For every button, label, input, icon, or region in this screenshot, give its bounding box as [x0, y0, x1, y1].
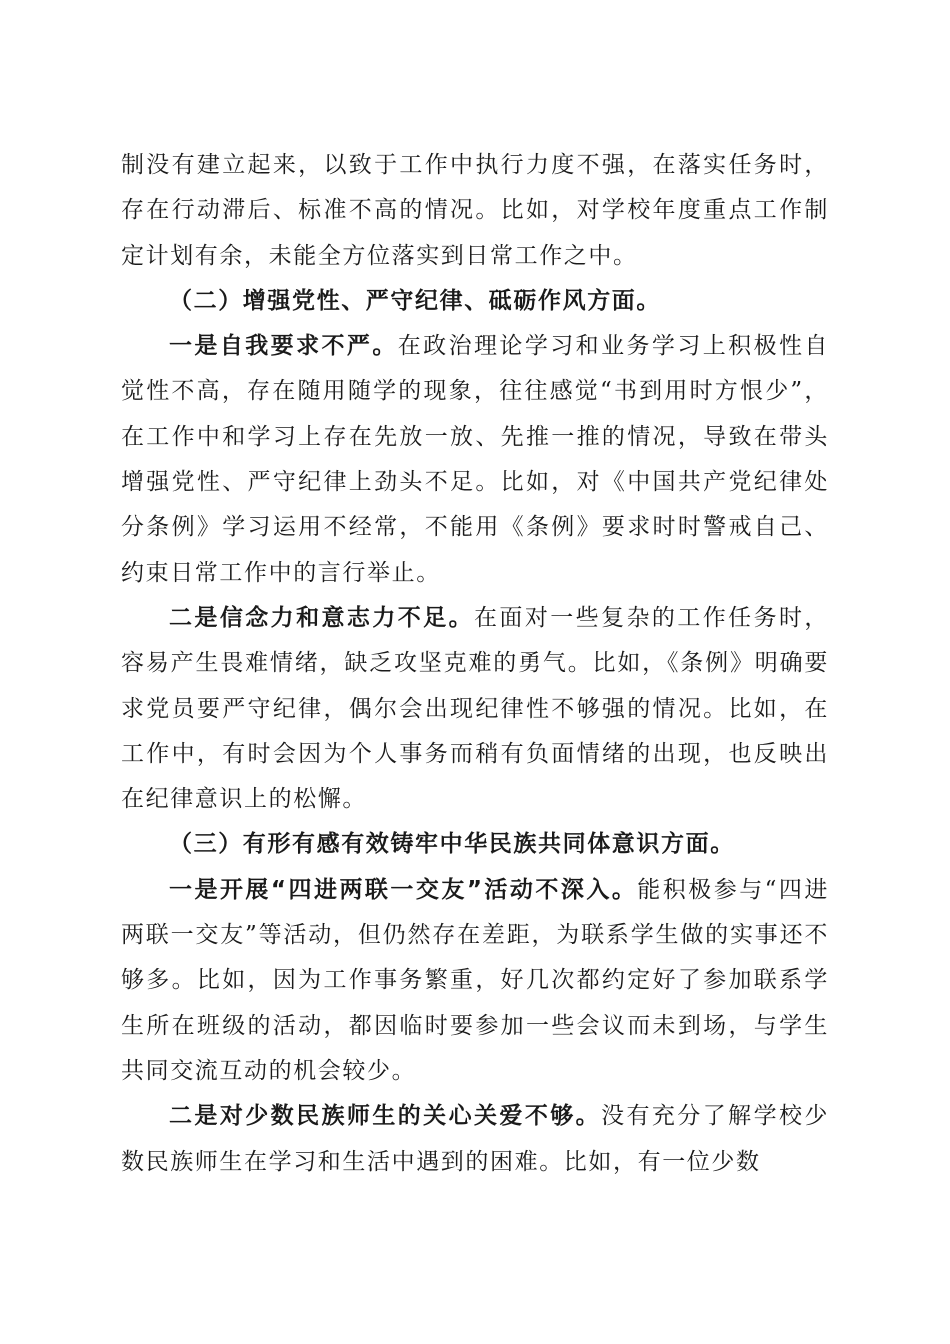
paragraph-care	[121, 1094, 829, 1185]
paragraph-text: 在面对一些复杂的工作任务时，容易产生畏难情绪，缺乏攻坚克难的勇气。比如，《条例》明确要求党员要严守纪律，偶尔会出现纪律性不够强的情况。比如，在工作中，有时会因为个人事务而稍有负面情绪的出现，也反映出在纪律意识上的松懈。	[121, 604, 830, 813]
paragraph-text: 在政治理论学习和业务学习上积极性自觉性不高，存在随用随学的现象，往往感觉“书到用时方恨少”，在工作中和学习上存在先放一放、先推一推的情况，导致在带头增强党性、严守纪律上劲头不足。比如，对《中国共产党纪律处分条例》学习运用不经常，不能用《条例》要求时时警戒自己、约束日常工作中的言行举止。	[121, 333, 829, 586]
document-body	[121, 143, 829, 1185]
heading-text: （二）增强党性、严守纪律、砥砺作风方面。	[169, 287, 661, 314]
paragraph-lead: 二是对少数民族师生的关心关爱不够。	[169, 1103, 602, 1130]
paragraph-self-discipline	[121, 324, 829, 596]
paragraph-activities	[121, 868, 829, 1094]
paragraph-text: 能积极参与“四进两联一交友”等活动，但仍然存在差距，为联系学生做的实事还不够多。比如，因为工作事务繁重，好几次都约定好了参加联系学生所在班级的活动，都因临时要参加一些会议而未到场，与学生共同交流互动的机会较少。	[121, 876, 829, 1084]
section-heading-2	[121, 279, 829, 324]
paragraph-lead: 一是开展“四进两联一交友”活动不深入。	[169, 876, 638, 903]
paragraph-willpower	[121, 596, 829, 822]
paragraph-continuation	[121, 143, 829, 279]
paragraph-text: 没有充分了解学校少数民族师生在学习和生活中遇到的困难。比如，有一位少数	[121, 1103, 830, 1175]
paragraph-text: 制没有建立起来，以致于工作中执行力度不强，在落实任务时，存在行动滞后、标准不高的情况。比如，对学校年度重点工作制定计划有余，未能全方位落实到日常工作之中。	[121, 152, 829, 269]
paragraph-lead: 二是信念力和意志力不足。	[169, 604, 474, 631]
section-heading-3	[121, 822, 829, 867]
paragraph-lead: 一是自我要求不严。	[169, 333, 398, 360]
heading-text: （三）有形有感有效铸牢中华民族共同体意识方面。	[169, 831, 735, 858]
